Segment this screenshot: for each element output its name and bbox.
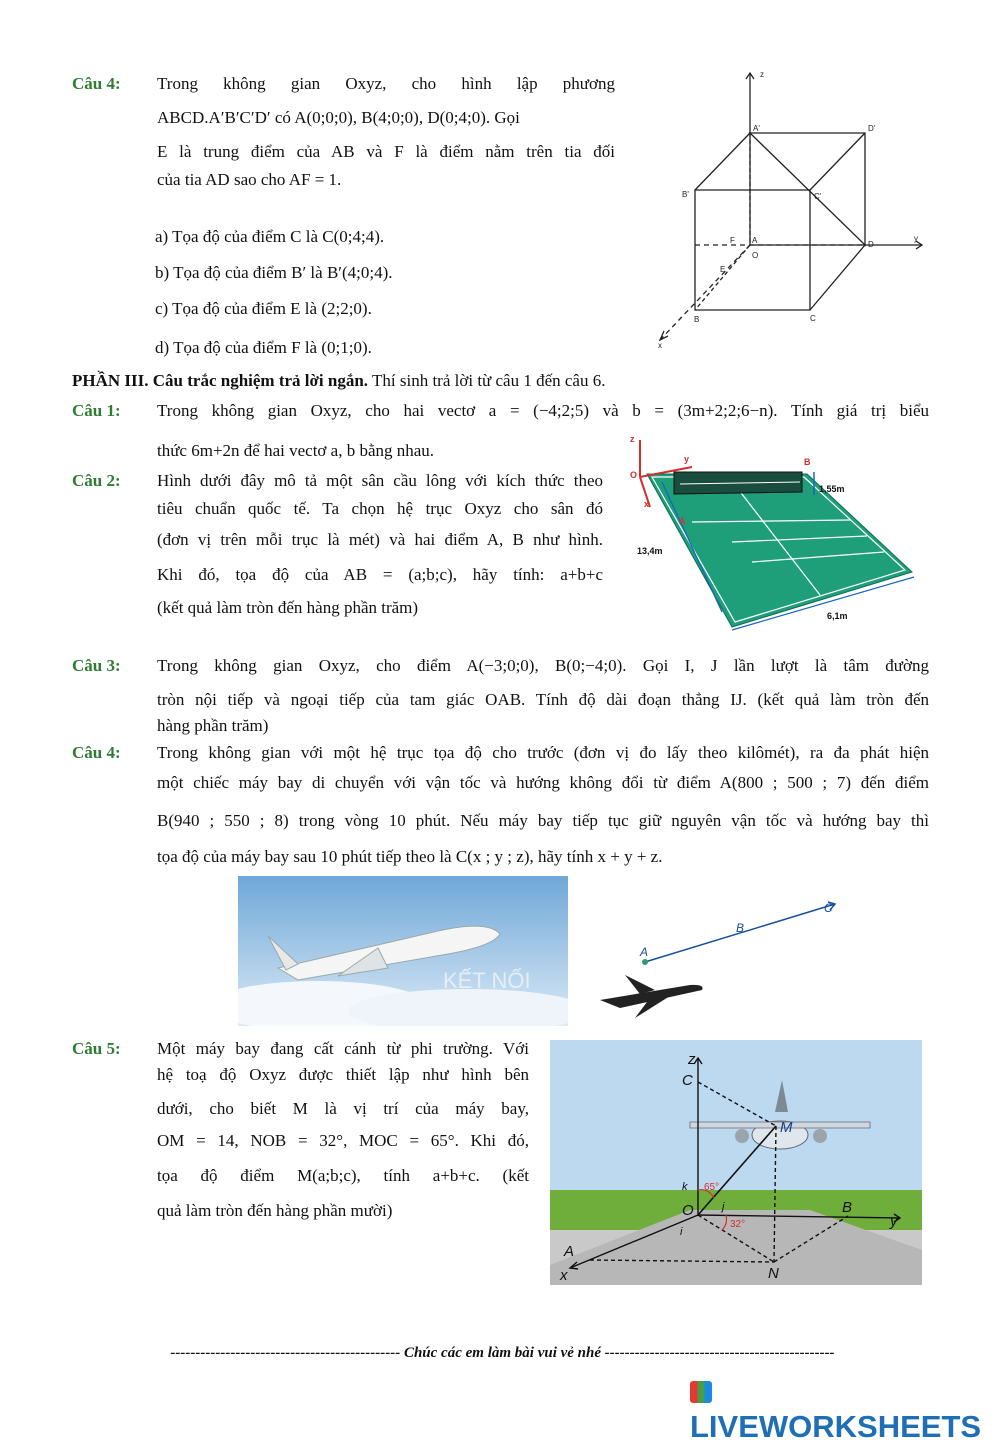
point-label: B [694, 315, 700, 324]
axis-label-y: y [684, 454, 690, 464]
width-label: 6,1m [827, 611, 848, 621]
logo-text: LIVEWORKSHEETS [690, 1409, 982, 1444]
logo-icon [690, 1381, 712, 1403]
axis-label-x: x [644, 499, 650, 509]
court-surface [647, 474, 912, 627]
axis-label-x: x [560, 1267, 568, 1284]
stem-line: của tia AD sao cho AF = 1. [157, 170, 342, 189]
question-line: một chiếc máy bay di chuyển với vận tốc và hướng không đổi từ điểm A(800 ; 500 ; 7) đến điểm [157, 773, 929, 792]
point-label: C [824, 901, 833, 915]
footer-dashes: ---------------------------------------------- [604, 1345, 835, 1361]
length-label: 13,4m [637, 546, 663, 556]
point-label: A [752, 236, 758, 245]
question-line: dưới, cho biết M là vị trí của máy bay, [157, 1099, 529, 1118]
point-label: D [868, 240, 874, 249]
point-label: E [720, 265, 726, 274]
question-line: Trong không gian Oxyz, cho điểm A(−3;0;0), B(0;−4;0). Gọi I, J lần lượt là tâm đường [157, 656, 929, 675]
question-label: Câu 4: [72, 74, 121, 93]
point-label: F [730, 236, 735, 245]
point-label: D' [868, 124, 876, 133]
stem-line: E là trung điểm của AB và F là điểm nằm trên tia đối [157, 142, 615, 161]
question-line: B(940 ; 550 ; 8) trong vòng 10 phút. Nếu máy bay tiếp tục giữ nguyên vận tốc và hướng bay thì [157, 811, 929, 830]
axis-label-z: z [630, 434, 635, 444]
point-label: B [804, 457, 811, 467]
point-label: C [682, 1072, 693, 1089]
question-line: Hình dưới đây mô tả một sân cầu lông với kích thức theo [157, 471, 603, 490]
stem-line: ABCD.A′B′C′D′ có A(0;0;0), B(4;0;0), D(0;4;0). Gọi [157, 108, 520, 127]
cube-figure [640, 65, 940, 355]
axis-label-y: y [890, 1213, 898, 1230]
footer-message [95, 1345, 910, 1362]
point-label: O [630, 470, 638, 480]
question-line: tròn nội tiếp và ngoại tiếp của tam giác OAB. Tính độ dài đoạn thẳng IJ. (kết quả làm tròn đến [157, 690, 929, 709]
question-label: Câu 2: [72, 471, 121, 490]
point-label: A [640, 945, 649, 959]
axis-label-z: z [760, 70, 764, 79]
question-line: Trong không gian Oxyz, cho hai vectơ a = (−4;2;5) và b = (3m+2;2;6−n). Tính giá trị biểu [157, 401, 929, 420]
footer-dashes: ---------------------------------------------- [170, 1345, 401, 1361]
stem-line: Trong không gian Oxyz, cho hình lập phương [157, 74, 615, 93]
question-line: Một máy bay đang cất cánh từ phi trường. Với [157, 1039, 529, 1058]
point-label: A [679, 516, 686, 526]
point-label: A [564, 1243, 575, 1260]
question-line: tiêu chuẩn quốc tế. Ta chọn hệ trục Oxyz cho sân đó [157, 499, 603, 518]
point-label: B [842, 1199, 853, 1216]
liveworksheets-logo[interactable] [690, 1373, 1000, 1445]
axis-label-x: x [658, 341, 662, 350]
question-line: tọa độ điểm M(a;b;c), tính a+b+c. (kết [157, 1166, 529, 1185]
point-label: O [752, 251, 759, 260]
angle-label: 65° [704, 1182, 720, 1193]
flight-path-figure [590, 890, 850, 1020]
question-line: OM = 14, NOB = 32°, MOC = 65°. Khi đó, [157, 1131, 529, 1150]
point-label: C [810, 314, 816, 323]
vector-label: k [682, 1181, 688, 1193]
point-label: C' [814, 192, 822, 201]
question-line: hàng phần trăm) [157, 716, 269, 735]
point-label: N [768, 1265, 779, 1282]
watermark: KẾT NỐI [443, 968, 531, 993]
takeoff-figure [550, 1040, 922, 1285]
part3-heading [72, 370, 605, 392]
vector-label: j [722, 1201, 725, 1213]
question-line: quả làm tròn đến hàng phần mười) [157, 1201, 393, 1220]
option-c: c) Tọa độ của điểm E là (2;2;0). [155, 299, 372, 318]
question-line: hệ toạ độ Oxyz được thiết lập như hình bên [157, 1065, 529, 1084]
x-axis [660, 245, 750, 340]
point-label: A' [753, 124, 760, 133]
question-label: Câu 3: [72, 656, 121, 675]
question-line: (đơn vị trên mỗi trục là mét) và hai điểm A, B như hình. [157, 530, 603, 549]
axis-label-z: z [688, 1051, 696, 1068]
airplane-photo [238, 876, 568, 1026]
part3-heading-rest: Thí sinh trả lời từ câu 1 đến câu 6. [368, 371, 606, 390]
question-line: thức 6m+2n để hai vectơ a, b bằng nhau. [157, 441, 435, 460]
axis-label-y: y [914, 234, 918, 243]
angle-label: 32° [730, 1219, 746, 1230]
badminton-court-figure [622, 432, 922, 632]
part3-heading-bold: PHẦN III. Câu trắc nghiệm trả lời ngắn. [72, 371, 369, 390]
height-label: 1,55m [819, 484, 845, 494]
question-line: (kết quả làm tròn đến hàng phần trăm) [157, 598, 419, 617]
question-line: Trong không gian với một hệ trục tọa độ cho trước (đơn vị đo lấy theo kilômét), ra đa phát hiện [157, 743, 929, 762]
point-label: O [682, 1202, 694, 1219]
vector-label: i [680, 1226, 683, 1238]
question-label: Câu 1: [72, 401, 121, 420]
option-a: a) Tọa độ của điểm C là C(0;4;4). [155, 227, 385, 246]
question-line: tọa độ của máy bay sau 10 phút tiếp theo là C(x ; y ; z), hãy tính x + y + z. [157, 847, 663, 866]
question-label: Câu 4: [72, 743, 121, 762]
question-label: Câu 5: [72, 1039, 121, 1058]
point-label: B' [682, 190, 689, 199]
point-label: B [736, 921, 745, 935]
point-label: M [780, 1119, 793, 1136]
option-b: b) Tọa độ của điểm B′ là B′(4;0;4). [155, 263, 393, 282]
question-line: Khi đó, tọa độ của AB = (a;b;c), hãy tính: a+b+c [157, 565, 603, 584]
footer-text: Chúc các em làm bài vui vẻ nhé [400, 1345, 605, 1361]
option-d: d) Tọa độ của điểm F là (0;1;0). [155, 338, 372, 357]
